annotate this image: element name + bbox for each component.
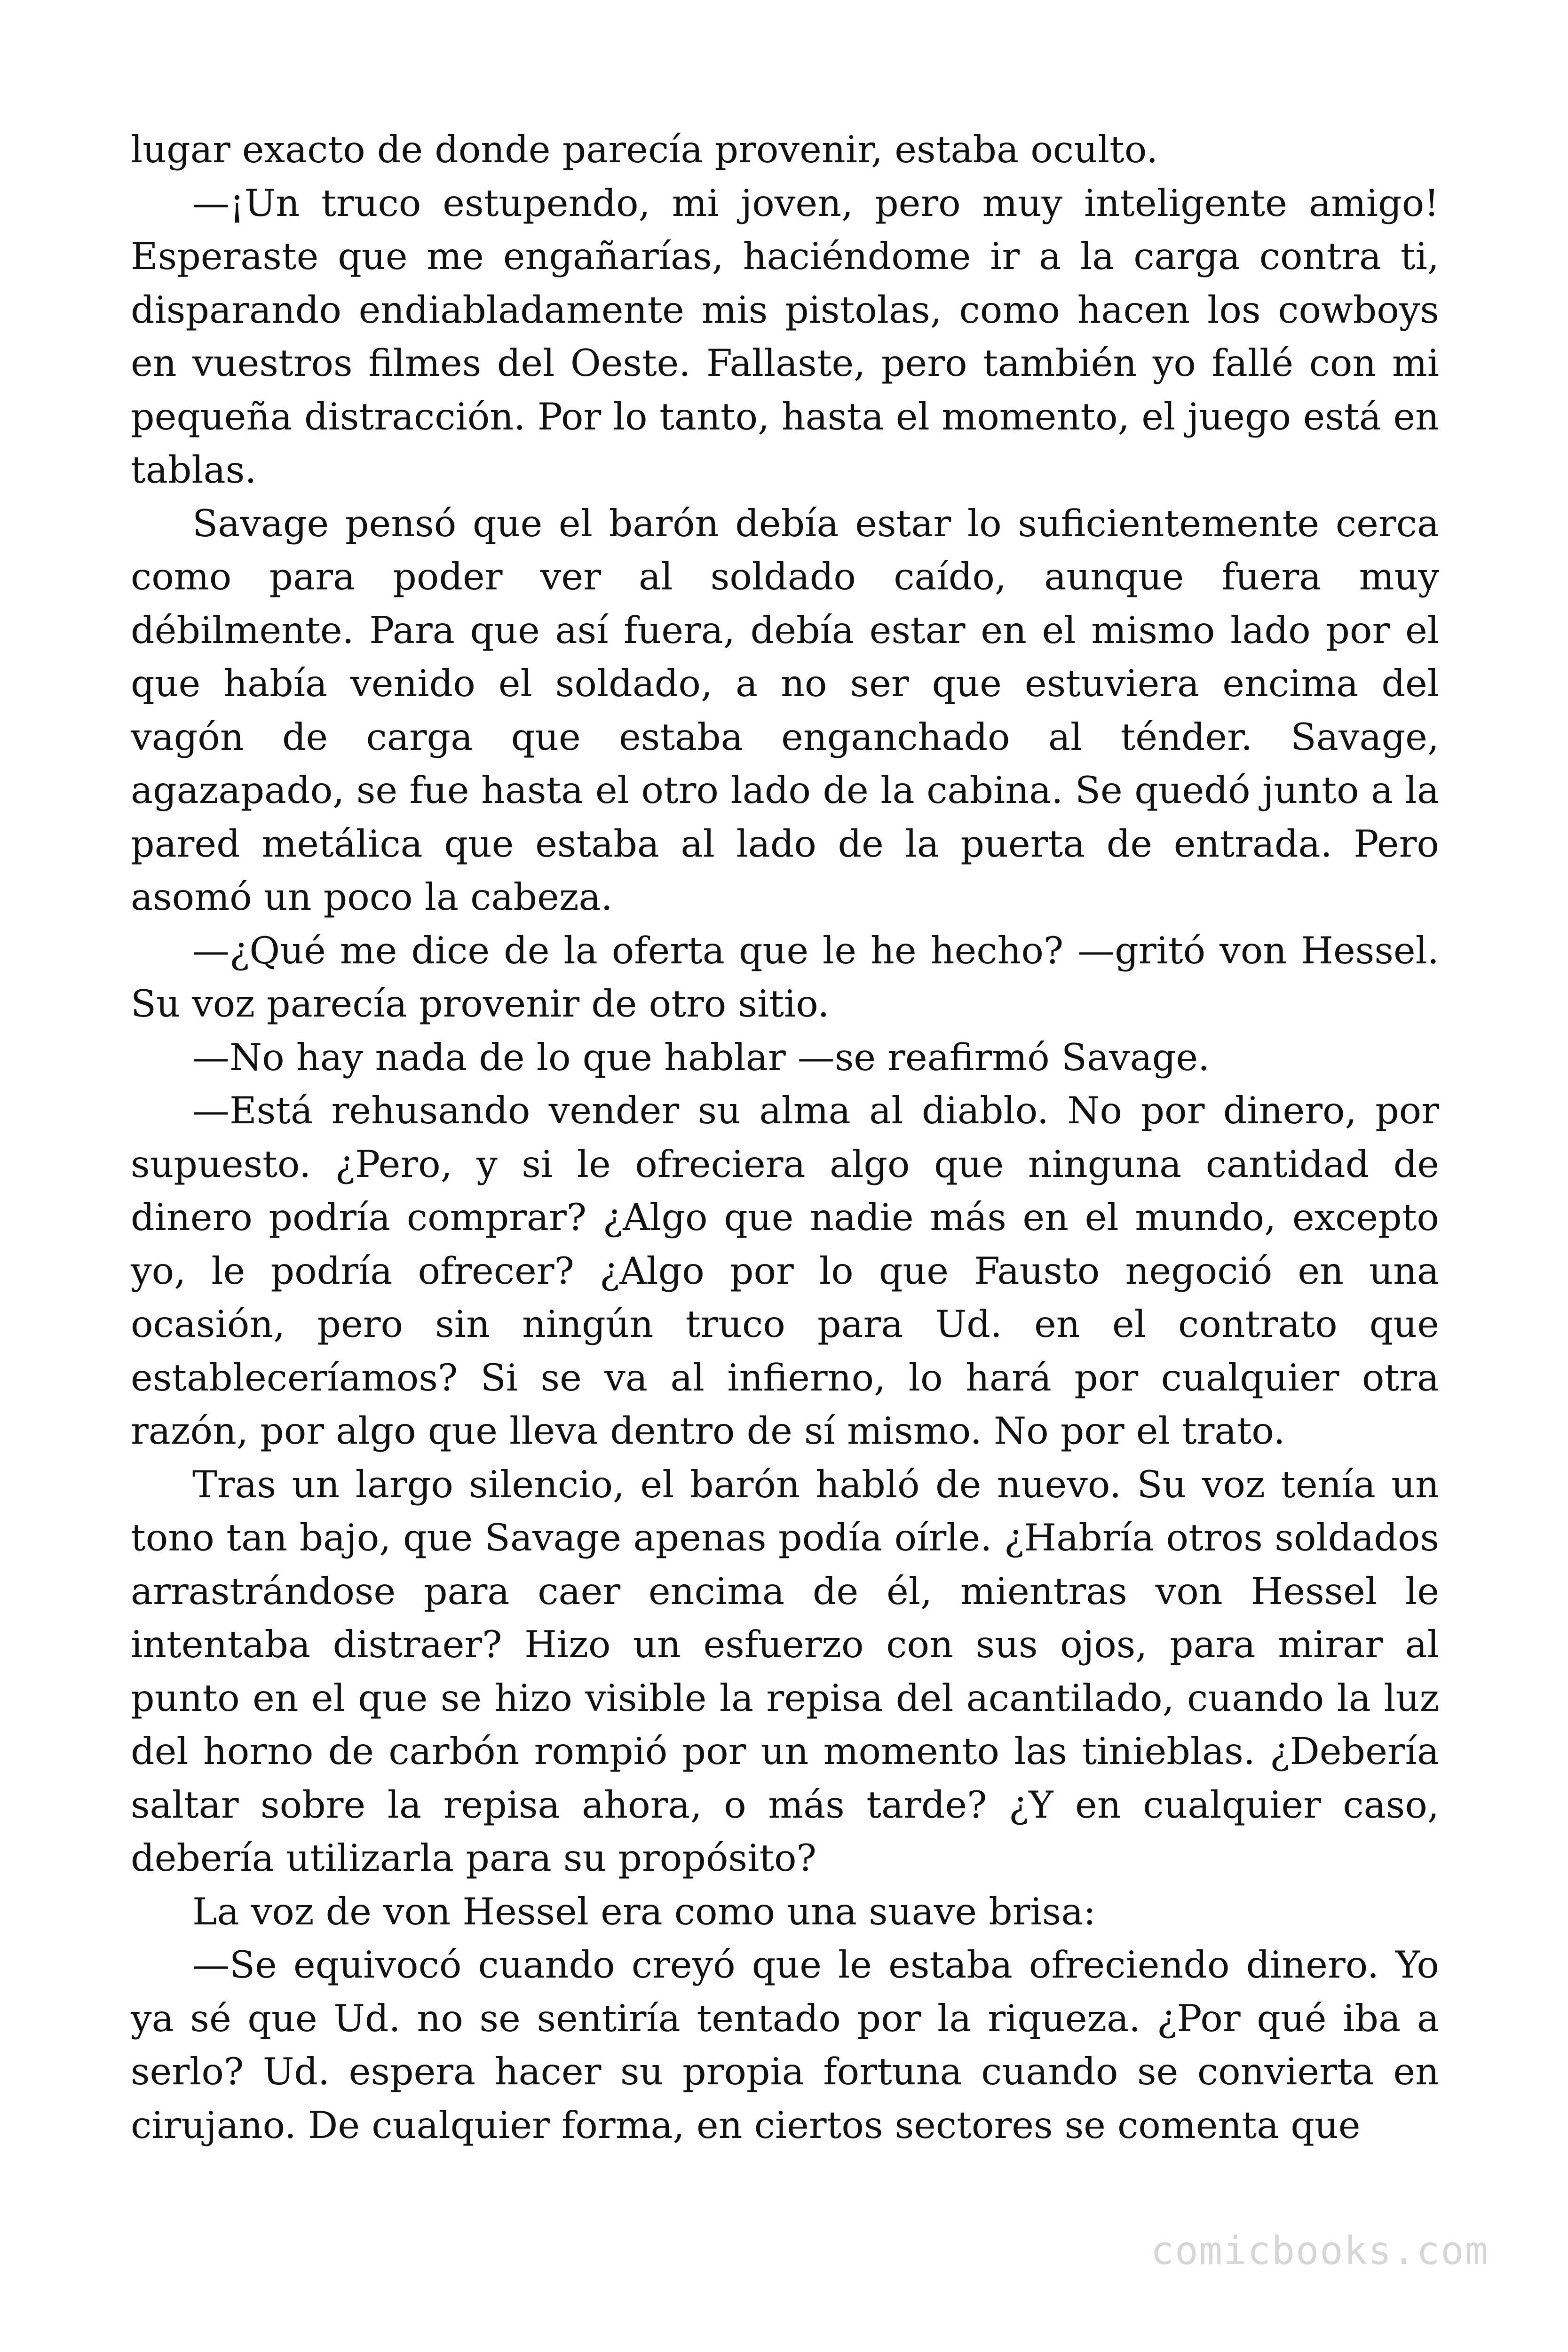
paragraph-dialogue-truco: —¡Un truco estupendo, mi joven, pero muy inteligente amigo! Esperaste que me engañarías, haciéndome ir a la carga contra ti, disparando endiabladamente mis pistolas, como hacen los cowboys en vuestros filmes del Oeste. Fallaste, pero también yo fallé con mi pequeña distracción. Por lo tanto, hasta el momento, el juego está en tablas.: [131, 181, 1439, 492]
watermark-text: comicbooks.com: [1150, 2229, 1489, 2273]
paragraph-dialogue-rehusando: —Está rehusando vender su alma al diablo. No por dinero, por supuesto. ¿Pero, y si le ofreciera algo que ninguna cantidad de dinero podría comprar? ¿Algo que nadie más en el mundo, excepto yo, le podría ofrecer? ¿Algo por lo que Fausto negoció en una ocasión, pero sin ningún truco para Ud. en el contrato que estableceríamos? Si se va al infierno, lo hará por cualquier otra razón, por algo que lleva dentro de sí mismo. No por el trato.: [131, 1089, 1439, 1453]
paragraph-largo-silencio: Tras un largo silencio, el barón habló de nuevo. Su voz tenía un tono tan bajo, que Savage apenas podía oírle. ¿Habría otros soldados arrastrándose para caer encima de él, mientras von Hessel le intentaba distraer? Hizo un esfuerzo con sus ojos, para mirar al punto en el que se hizo visible la repisa del acantilado, cuando la luz del horno de carbón rompió por un momento las tinieblas. ¿Debería saltar sobre la repisa ahora, o más tarde? ¿Y en cualquier caso, debería utilizarla para su propósito?: [131, 1462, 1439, 1880]
paragraph-voz-brisa: La voz de von Hessel era como una suave brisa:: [192, 1890, 1096, 1933]
paragraph-continuation: lugar exacto de donde parecía provenir, estaba oculto.: [131, 128, 1158, 171]
paragraph-dialogue-oferta: —¿Qué me dice de la oferta que le he hecho? —gritó von Hessel. Su voz parecía provenir de otro sitio.: [131, 929, 1439, 1025]
paragraph-dialogue-no-hay-nada: —No hay nada de lo que hablar —se reafirmó Savage.: [192, 1035, 1210, 1079]
body-text: [131, 123, 1439, 2152]
paragraph-dialogue-se-equivoco: —Se equivocó cuando creyó que le estaba ofreciendo dinero. Yo ya sé que Ud. no se sentiría tentado por la riqueza. ¿Por qué iba a serlo? Ud. espera hacer su propia fortuna cuando se convierta en cirujano. De cualquier forma, en ciertos sectores se comenta que: [131, 1943, 1439, 2147]
paragraph-savage-penso: Savage pensó que el barón debía estar lo suficientemente cerca como para poder ver al soldado caído, aunque fuera muy débilmente. Para que así fuera, debía estar en el mismo lado por el que había venido el soldado, a no ser que estuviera encima del vagón de carga que estaba enganchado al ténder. Savage, agazapado, se fue hasta el otro lado de la cabina. Se quedó junto a la pared metálica que estaba al lado de la puerta de entrada. Pero asomó un poco la cabeza.: [131, 501, 1439, 919]
